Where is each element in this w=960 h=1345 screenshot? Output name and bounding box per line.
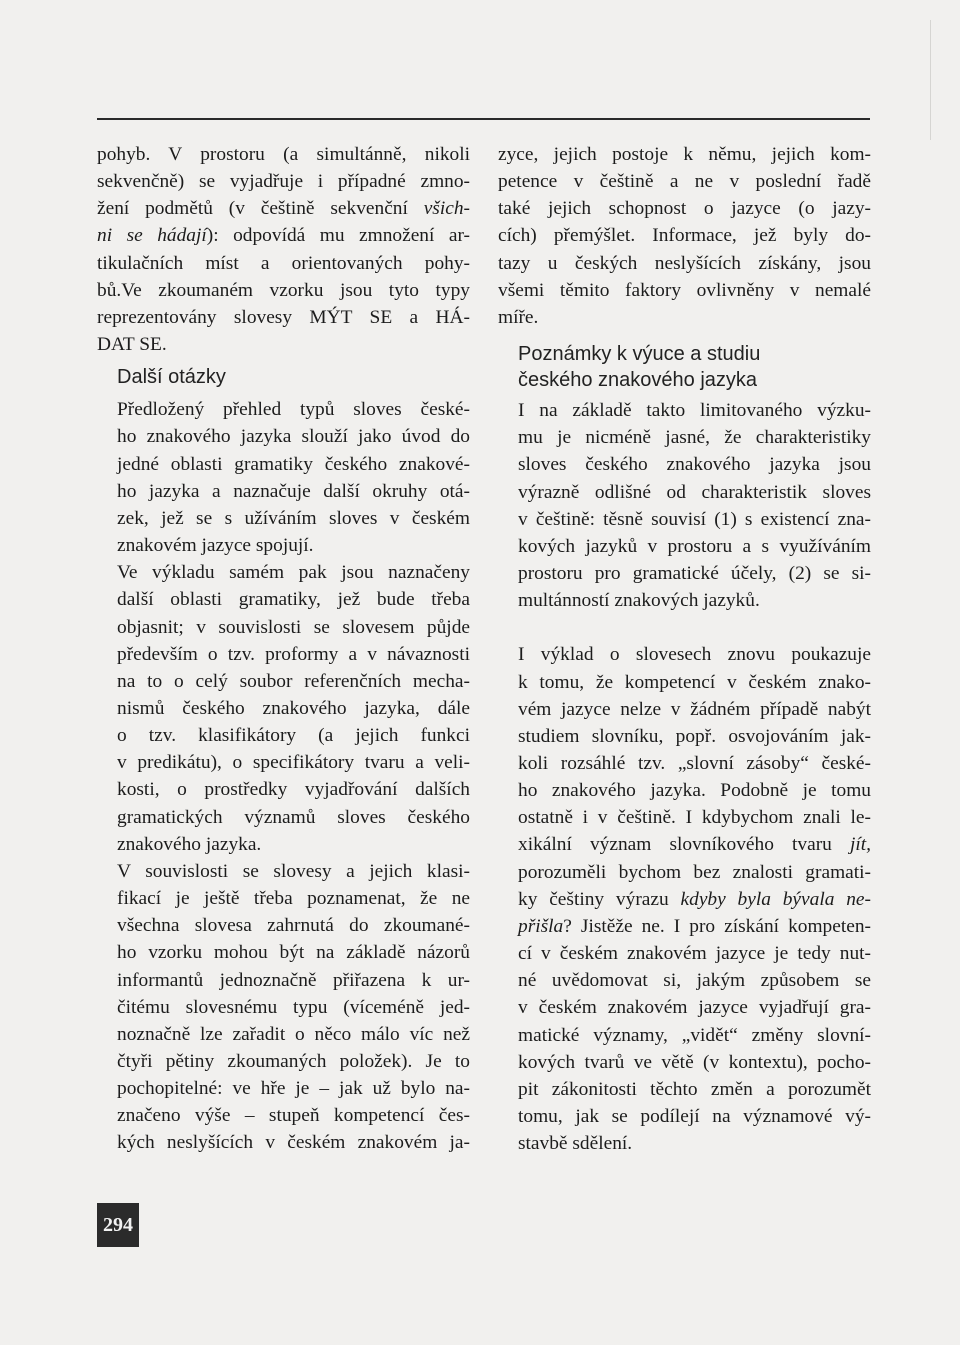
paragraph-characteristics: I na základě takto limitovaného výzku- mu je nicméně jasné, že charakteristiky sloves českého znakového jazyka jsou výrazně odlišné od charakteristik sloves v češtině: těsně souvisí (1) s existencí zna- kových jazyků v prostoru a s využíváním prostoru pro gramatické účely, (2) se si- multánností znakových jazyků.: [518, 400, 871, 612]
section-heading-dalsi-otazky: Další otázky: [117, 366, 226, 389]
section-heading-poznamky: Poznámky k výuce a studiu českého znakového jazyka: [518, 343, 761, 392]
paragraph-classification: V souvislosti se slovesy a jejich klasi- fikací je ještě třeba poznamenat, že ne všechna slovesa zahrnutá do zkoumané- ho vzorku mohou být na základě názorů informantů jednoznačně přiřazena k ur- čitému slovesnému typu (víceméně jed- noznačně lze zařadit o něco málo víc než čtyři pětiny zkoumaných položek). Je to pochopitelné: ve hře je – jak už bylo na- značeno výše – stupeň kompetencí čes- kých neslyšících v českém znakovém ja-: [117, 860, 470, 1154]
paragraph-overview: Předložený přehled typů sloves české- ho znakového jazyka slouží jako úvod do jedné oblasti gramatiky českého znakové- ho jazyka a naznačuje další okruhy otá- zek, jež se s užíváním sloves v českém znakovém jazyce spojují.: [117, 399, 470, 557]
paragraph-competence: zyce, jejich postoje k němu, jejich kom- petence v češtině a ne v poslední řadě také jejich schopnost o jazyce (o jazy- cích) přemýšlet. Informace, jež byly do- tazy u českých neslyšících získány, jsou všemi těmito faktory ovlivněny v nemalé míře.: [498, 144, 871, 328]
paragraph-verbs-plurality: pohyb. V prostoru (a simultánně, nikoli sekvenčně) se vyjadřuje i případné zmno- žení podmětů (v češtině sekvenční všich- ni se hádají): odpovídá mu zmnožení ar- tikulačních míst a orientovaných pohy- bů.Ve zkoumaném vzorku jsou tyto typy reprezentovány slovesy MÝT SE a HÁ- DAT SE.: [97, 144, 470, 356]
paragraph-dictionary: I výklad o slovesech znovu poukazuje k tomu, že kompetencí v českém znako- vém jazyce nelze v žádném případě nabýt studiem slovníku, popř. osvojováním jak- koli rozsáhlé tzv. „slovní zásoby“ české- ho znakového jazyka. Podobně je tomu ostatně i v češtině. I kdybychom znali le- xikální význam slovníkového tvaru jít, porozuměli bychom bez znalosti gramati- ky češtiny výrazu kdyby byla bývala ne- přišla? Jistěže ne. I pro získání kompeten- cí v českém znakovém jazyce je tedy nut- né uvědomovat si, jakým způsobem se v českém znakovém jazyce vyjadřují gra- matické významy, „vidět“ změny slovní- kových tvarů ve větě (v kontextu), pocho- pit zákonitosti těchto změn a porozumět tomu, jak se podílejí na významové vý- stavbě sdělení.: [518, 644, 871, 1155]
page-edge-mark: [930, 20, 931, 140]
left-column: [97, 141, 470, 1157]
paragraph-grammar-areas: Ve výkladu samém pak jsou naznačeny další oblasti gramatiky, jež bude třeba objasnit; v souvislosti se slovesem půjde především o tzv. proformy a v návaznosti na to o celý soubor referenčních mecha- nismů českého znakového jazyka, dále o tzv. klasifikátory (a jejich funkci v predikátu), o specifikátory tvaru a veli- kosti, o prostředky vyjadřování dalších gramatických významů sloves českého znakového jazyka.: [117, 562, 470, 855]
header-rule: [97, 118, 870, 120]
page-number: 294: [97, 1203, 139, 1247]
right-column: [498, 141, 871, 1157]
